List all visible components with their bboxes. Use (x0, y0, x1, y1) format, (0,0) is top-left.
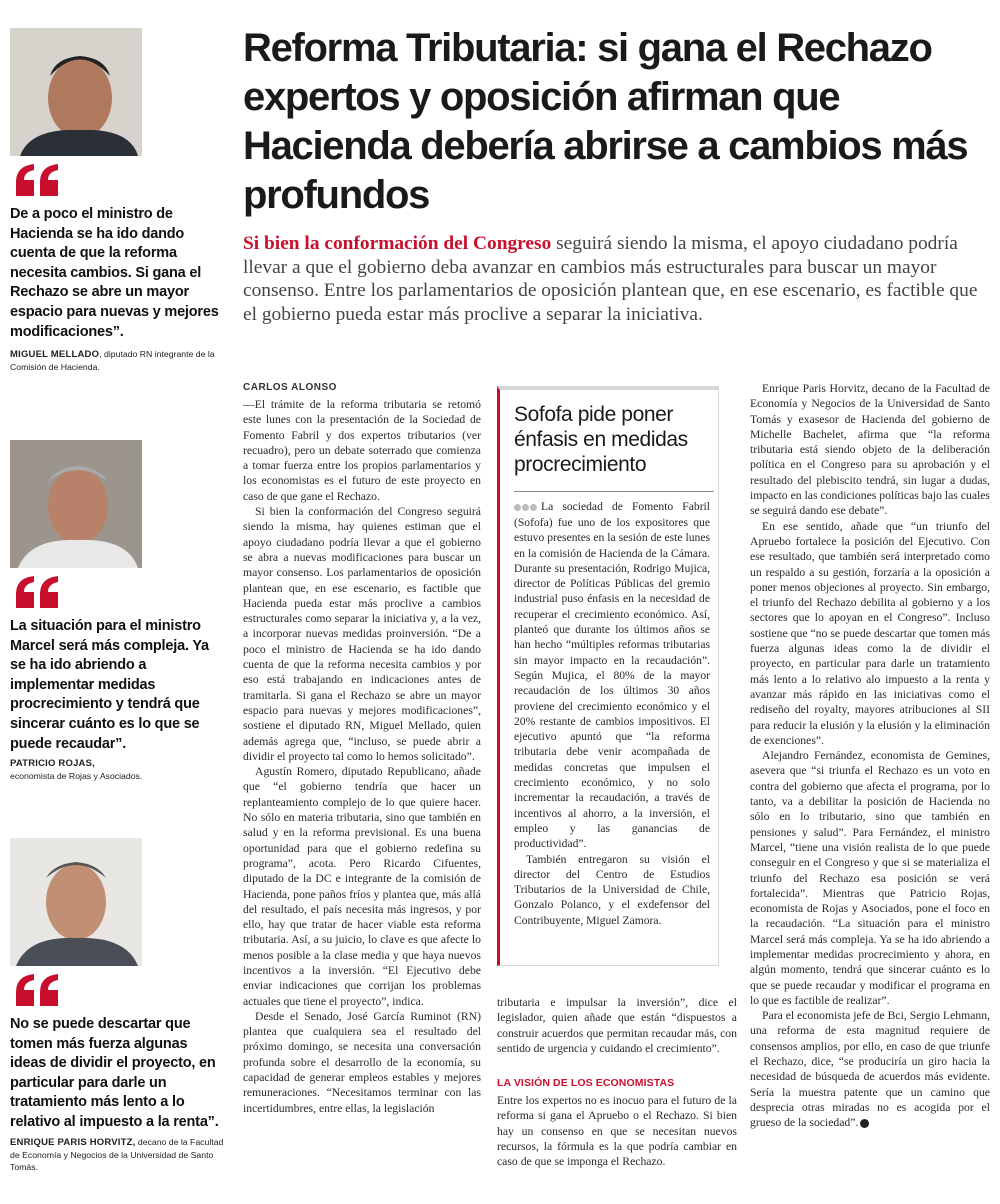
paragraph (514, 499, 710, 852)
column-1 (243, 397, 481, 1116)
paragraph: tributaria e impulsar la inversión”, dice el legislador, quien añade que están “dispuestos a construir acuerdos que permitan recaudar más, con sentido de urgencia y cuidando el crecimiento”. (497, 996, 737, 1055)
paragraph: Agustín Romero, diputado Republicano, añade que “el gobierno tendría que hacer un replanteamiento complejo de lo que quiere hacer. No sólo en materia tributaria, sino que también en salud y en la reforma previsional. Es una buena oportunidad para que el gobierno redefina su programa”, acota. Pero Ricardo Cifuentes, diputado de la DC e integrante de la comisión de Hacienda, pone paños fríos y plantea que, más allá del resultado, el país necesita más ingresos, y por ello, hay que tratar de hacer viable esta reforma tributaria. Así, a su juicio, lo clave es que afecte lo menos posible a la clase media y que haya nuevos incentivos a la inversión. “El Ejecutivo debe enviar indicaciones que corrijan los problemas actuales que tiene el proyecto”, indica. (243, 765, 481, 1008)
byline: CARLOS ALONSO (243, 382, 337, 393)
sidebar-body (514, 499, 710, 928)
photo-patricio-rojas (10, 440, 142, 568)
quote-name-2: PATRICIO ROJAS, (10, 758, 95, 769)
quote-role-1: , diputado RN integrante de la Comisión de Hacienda. (10, 349, 215, 372)
quote-text-2: La situación para el ministro Marcel será más compleja. Ya se ha ido abriendo a implementar medidas procrecimiento y tendrá que sincerar cuánto es lo que se puede recaudar”. (10, 618, 209, 752)
quote-name-1: MIGUEL MELLADO (10, 349, 100, 360)
sidebar-paragraph-1: La sociedad de Fomento Fabril (Sofofa) fue uno de los expositores que estuvo presentes en la sesión de este lunes en la comisión de Hacienda de la Cámara. Durante su presentación, Rodrigo Mujica, director de Políticas Públicas del gremio industrial puso énfasis en la necesidad de recuperar el crecimiento económico. Así, planteó que durante los últimos años se han hecho “múltiples reformas tributarias sin mayor impacto en la recaudación”. Según Mujica, el 80% de la mayor recaudación de los últimos 30 años proviene del crecimiento económico y el 20% restante de cambios impositivos. El ejecutivo apuntó que “la reforma tributaria debe venir acompañada de medidas concretas que impulsen el crecimiento económico, y no solo incrementar la recaudación, a través de incentivos al ahorro, a la inversión, el empleo y las ganancias de productividad”. (514, 500, 710, 851)
quote-role-2: economista de Rojas y Asociados. (10, 771, 143, 781)
paragraph: Entre los expertos no es inocuo para el futuro de la reforma si gana el Apruebo o el Rechazo. Si bien hay un consenso en que se necesitan nuevos recursos, la fórmula es la que podría cambiar en caso de que se imponga el Rechazo. (497, 1094, 737, 1169)
deck (243, 232, 993, 326)
deck-lead: Si bien la conformación del Congreso (243, 233, 552, 254)
paragraph: Desde el Senado, José García Ruminot (RN) plantea que cualquiera sea el resultado del próximo domingo, se necesita una conversación profunda sobre el desarrollo de la economía, su capacidad de generar empleos estables y mejores remuneraciones. “Necesitamos terminar con las incertidumbres, entre ellas, la legislación (243, 1009, 481, 1115)
paragraph: En ese sentido, añade que “un triunfo del Apruebo fortalece la posición del Ejecutivo. Con ese resultado, que también será interpretado como un respaldo a su gestión, forzaría a la oposición a poner menos objeciones al proyecto. Sin embargo, el triunfo del Rechazo debilita al gobierno y a los sectores que lo apoyan en el Congreso”. Incluso sostiene que “no se puede descartar que tomen más fuerza algunas ideas como la de dividir el proyecto, en particular para darle un tratamiento más lento a lo relativo alo impuesto a la renta y avanzar más rápido en las iniciativas como el rediseño del royalty, mayores atribuciones al SII para reducir la elusión y la elusión y la eliminación de exenciones”. (750, 519, 990, 747)
paragraph: Alejandro Fernández, economista de Gemines, asevera que “si triunfa el Rechazo es un voto en contra del gobierno que afecta el programa, por lo tanto, va a debilitar la posición de Hacienda no sólo en lo tributario, sino que también en pensiones y salud”. Para Fernández, el ministro Marcel, “tiene una visión realista de lo que puede conseguir en el Congreso y que si se materializa el triunfo del Rechazo esa posición se verá fortalecida”. Mientras que Patricio Rojas, economista de Rojas y Asociados, pone el foco en la recaudación. “La situación para el ministro Marcel será más compleja. Ya se ha ido abriendo a implementar medidas procrecimiento y ahora, en algún momento, tendrá que sincerar cuánto es lo que se puede recaudar y modificar el programa en lo que es factible de realizar”. (750, 749, 990, 1007)
paragraph (750, 1008, 990, 1130)
column-2-continuation (497, 995, 737, 1056)
column-2-after (497, 1093, 737, 1169)
last-paragraph-text: Para el economista jefe de Bci, Sergio Lehmann, una reforma de esta magnitud requiere de consensos amplios, por ello, en caso de que triunfe el Rechazo, dice, “se produciría un giro hacia la necesidad de búsqueda de acuerdos más evidente. Sería la muestra patente que un camino que desprecia otras miradas no es acogida por el grueso de la sociedad”. (750, 1009, 990, 1130)
quote-attribution-2 (10, 757, 225, 782)
quote-mark-icon (12, 162, 64, 196)
quote-attribution-1 (10, 348, 225, 373)
divider (514, 491, 714, 492)
deck-text: seguirá siendo la misma, el apoyo ciudadano podría llevar a que el gobierno deba avanzar en cambios más estructurales para buscar un mayor consenso. Entre los parlamentarios de oposición plantean que, en ese escenario, es factible que el gobierno pueda estar más proclive a separar la iniciativa. (243, 233, 978, 325)
photo-enrique-paris (10, 838, 142, 966)
bullet-dots-icon (514, 500, 538, 515)
subhead: LA VISIÓN DE LOS ECONOMISTAS (497, 1077, 675, 1089)
quote-mark-icon (12, 574, 64, 608)
headline: Reforma Tributaria: si gana el Rechazo expertos y oposición afirman que Hacienda debería abrirse a cambios más profundos (243, 26, 968, 217)
column-3 (750, 381, 990, 1131)
sidebar-title: Sofofa pide poner énfasis en medidas procrecimiento (514, 403, 688, 476)
end-mark-icon (860, 1119, 869, 1128)
paragraph: Enrique Paris Horvitz, decano de la Facultad de Economía y Negocios de la Universidad de Santo Tomás y exasesor de Hacienda del gobierno de Michelle Bachelet, afirma que “la reforma tributaria está siendo objeto de la deliberación política en el Congreso para su aprobación y el resultado del plebiscito tendrá, sin lugar a dudas, impacto en las condiciones políticas bajo las cuales se seguirá dando ese debate”. (750, 382, 990, 518)
quote-text-3: No se puede descartar que tomen más fuerza algunas ideas de dividir el proyecto, en particular para darle un tratamiento más lento a lo relativo al impuesto a la renta”. (10, 1016, 219, 1130)
quote-name-3: ENRIQUE PARIS HORVITZ, (10, 1137, 136, 1148)
quote-text-1: De a poco el ministro de Hacienda se ha ido dando cuenta de que la reforma necesita cambios. Si gana el Rechazo se abre un mayor espacio para nuevas y mejores modificaciones”. (10, 206, 219, 340)
paragraph: También entregaron su visión el director del Centro de Estudios Tributarios de la Universidad de Chile, Gonzalo Polanco, y el exdefensor del Contribuyente, Miguel Zamora. (514, 852, 710, 927)
quote-mark-icon (12, 972, 64, 1006)
paragraph: Si bien la conformación del Congreso seguirá siendo la misma, hay quienes estiman que el apoyo ciudadano podría llevar a que el gobierno se abra a nuevas modificaciones para buscar un mayor consenso. Los parlamentarios de oposición plantean que, en ese escenario, es factible que Hacienda pueda estar más proclive a cambios estructurales como separar la iniciativa y, a la vez, a incorporar nuevas medidas proinversión. “De a poco el ministro de Hacienda se ha ido dando cuenta de que la reforma necesita cambios y por eso está trabajando en indicaciones antes de tramitarla. Si gana el Rechazo se abre un mayor espacio para nuevas y mejores modificaciones”, sostiene el diputado RN, Miguel Mellado, quien además agrega que, “incluso, se puede abrir a dividir el proyecto tal como lo hemos solicitado”. (243, 505, 481, 763)
photo-miguel-mellado (10, 28, 142, 156)
quote-role-3: decano de la Facultad de Economía y Negocios de la Universidad de Santo Tomás. (10, 1137, 224, 1172)
paragraph: —El trámite de la reforma tributaria se retomó este lunes con la presentación de la Sociedad de Fomento Fabril y dos expertos tributarios (ver recuadro), pero un debate soterrado que comienza a tomar fuerza entre los propios parlamentarios y los economistas es el futuro de este proyecto en caso de que gane el Rechazo. (243, 398, 481, 503)
quote-attribution-3 (10, 1136, 225, 1173)
